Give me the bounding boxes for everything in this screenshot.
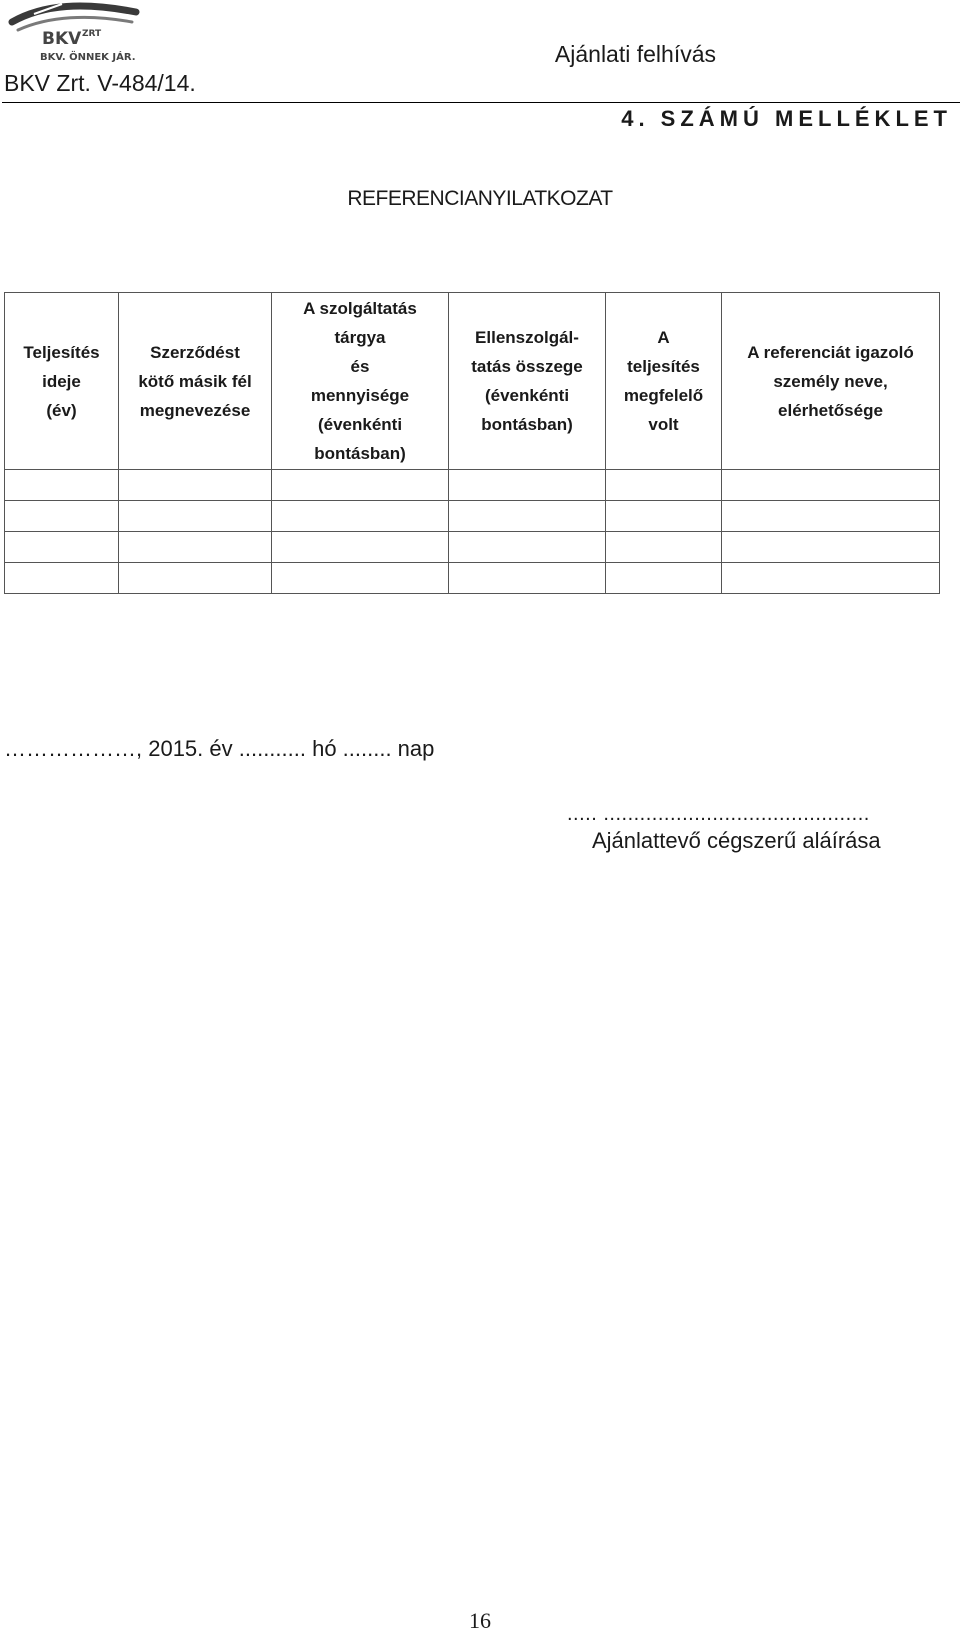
column-header-line: személy neve, <box>773 371 888 391</box>
table-cell <box>5 532 119 563</box>
column-header-line: Ellenszolgál- <box>475 328 579 347</box>
table-cell <box>449 470 606 501</box>
table-row <box>5 532 940 563</box>
table-cell <box>722 532 940 563</box>
column-header-line: A szolgáltatás <box>303 299 417 318</box>
table-cell <box>119 563 272 594</box>
document-type: Ajánlati felhívás <box>554 41 716 67</box>
page-number: 16 <box>469 1608 491 1633</box>
bkv-logo-graphic <box>4 0 144 66</box>
column-header-line: bontásban) <box>314 444 406 463</box>
column-header-completion-date <box>5 293 119 470</box>
table-cell <box>119 501 272 532</box>
signature-label: Ajánlattevő cégszerű aláírása <box>592 828 881 853</box>
column-header-line: megnevezése <box>139 400 251 420</box>
column-header-line: (évenkénti <box>484 386 570 405</box>
column-header-line: elérhetősége <box>778 400 883 420</box>
column-header-line: kötő másik fél <box>138 371 252 391</box>
table-cell <box>5 470 119 501</box>
column-header-line: Szerződést <box>150 342 240 362</box>
date-line: ………………, 2015. év ........... hó ........ nap <box>4 736 435 761</box>
svg-text:ZRT: ZRT <box>82 29 102 39</box>
annex-label: 4. SZÁMÚ MELLÉKLET <box>621 106 952 131</box>
bkv-logo <box>4 0 144 66</box>
table-cell <box>5 501 119 532</box>
table-cell <box>606 532 722 563</box>
table-row <box>5 501 940 532</box>
table-row <box>5 470 940 501</box>
table-cell <box>722 563 940 594</box>
table-cell <box>449 501 606 532</box>
signature-dotted-line: ..... ............................................ <box>567 803 870 825</box>
table-cell <box>606 563 722 594</box>
column-header-line: (évenkénti <box>317 415 403 434</box>
table-cell <box>272 563 449 594</box>
page-title: REFERENCIANYILATKOZAT <box>347 187 613 210</box>
column-header-line: teljesítés <box>627 357 700 376</box>
table-cell <box>272 470 449 501</box>
table-cell <box>272 532 449 563</box>
column-header-line: (év) <box>46 400 77 420</box>
table-cell <box>606 470 722 501</box>
document-id: BKV Zrt. V-484/14. <box>4 70 196 96</box>
column-header-line: tárgya <box>334 328 386 347</box>
column-header-referee-contact <box>722 293 940 470</box>
reference-table <box>4 292 940 594</box>
table-cell <box>272 501 449 532</box>
column-header-line: megfelelő <box>623 386 704 405</box>
header-divider <box>2 102 960 103</box>
table-cell <box>722 470 940 501</box>
table-cell <box>722 501 940 532</box>
table-cell <box>449 563 606 594</box>
column-header-line: bontásban) <box>481 415 573 434</box>
table-cell <box>119 470 272 501</box>
column-header-contracting-party <box>119 293 272 470</box>
column-header-service-subject <box>272 293 449 470</box>
column-header-line: mennyisége <box>310 386 410 405</box>
column-header-satisfactory <box>606 293 722 470</box>
column-header-line: tatás összege <box>471 357 583 376</box>
table-cell <box>119 532 272 563</box>
table-row <box>5 563 940 594</box>
column-header-line: volt <box>648 415 679 434</box>
svg-text:BKV. ÖNNEK JÁR.: BKV. ÖNNEK JÁR. <box>40 52 136 63</box>
column-header-consideration-amount <box>449 293 606 470</box>
column-header-line: ideje <box>42 371 81 391</box>
table-cell <box>606 501 722 532</box>
column-header-line: A referenciát igazoló <box>747 342 914 362</box>
table-header-row <box>5 293 940 470</box>
table-cell <box>5 563 119 594</box>
column-header-line: és <box>350 357 370 376</box>
table-cell <box>449 532 606 563</box>
column-header-line: Teljesítés <box>23 342 100 362</box>
svg-text:BKV: BKV <box>42 29 82 49</box>
column-header-line: A <box>657 328 670 347</box>
